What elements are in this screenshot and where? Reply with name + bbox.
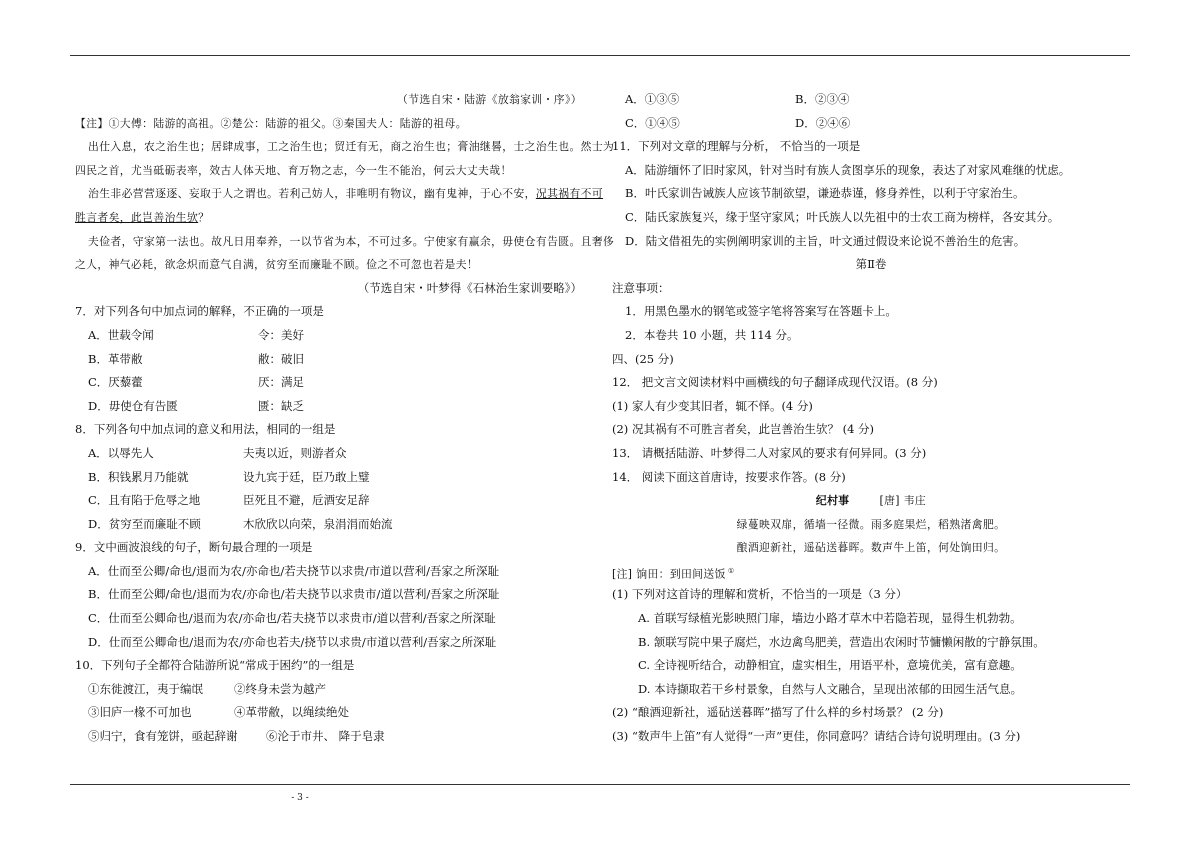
question-9: 9．文中画波浪线的句子，断句最合理的一项是 [75, 540, 313, 555]
source-citation-2: （节选自宋・叶梦得《石林治生家训要略》） [357, 280, 582, 295]
q10-options-ab: A．①③⑤ B．②③④ [625, 92, 850, 106]
q8-option-d: D．贫穷至而廉耻不顾 木欣欣以向荣，泉涓涓而始流 [88, 516, 393, 531]
source-citation-1: （节选自宋・陆游《放翁家训・序》） [397, 93, 582, 106]
passage-line: 胜言者矣，此岂善治生欤？ [75, 210, 210, 224]
q7-option-a: A．世载令闻 令：美好 [88, 327, 304, 342]
footnote-mark: ① [727, 566, 735, 575]
notice-item-1: 1．用黑色墨水的钢笔或签字笔将答案写在答题卡上。 [625, 304, 897, 319]
q14-part-1: (1) 下列对这首诗的理解和赏析，不恰当的一项是（3 分） [612, 587, 908, 602]
poem-line-1: 绿蔓映双扉，循墙一径微。雨多庭果烂，稻熟渚禽肥。 [736, 517, 1006, 531]
q11-option-d: D．陆文借祖先的实例阐明家训的主旨，叶文通过假设来论说不善治生的危害。 [625, 233, 1026, 248]
poem-author: [唐] 韦庄 [879, 494, 927, 508]
q14-option-b: B. 颔联写院中果子腐烂，水边禽鸟肥美，营造出农闲时节慵懒闲散的宁静氛围。 [638, 634, 1045, 649]
passage-line: 四民之首，尤当砥砺表率，效古人体天地、育万物之志，今一生不能治，何云大丈夫哉！ [75, 163, 512, 177]
q14-option-a: A. 首联写绿植光影映照门扉，墙边小路才草木中若隐若现，显得生机勃勃。 [638, 611, 1022, 626]
poem-heading [612, 489, 1130, 513]
q14-option-d: D. 本诗撷取若干乡村景象，自然与人文融合，呈现出浓郁的田园生活气息。 [638, 681, 1023, 696]
q9-option-c: C．仕而至公卿命也/退而为农/亦命也/若夫挠节以求贵市/道以营利/吾家之所深耻 [88, 611, 496, 626]
notice-item-2: 2．本卷共 10 小题，共 114 分。 [625, 327, 799, 342]
q12-part-2: (2) 况其祸有不可胜言者矣，此岂善治生欤？ (4 分) [612, 422, 875, 437]
q10-options-cd: C．①④⑤ D．②④⑥ [625, 115, 851, 130]
q7-option-d: D．毋使仓有告匮 匮：缺乏 [88, 398, 304, 413]
q14-part-2: (2) “酿酒迎新社，遥砧送暮晖”描写了什么样的乡村场景？ (2 分) [612, 705, 944, 720]
question-8: 8．下列各句中加点词的意义和用法，相同的一组是 [75, 422, 336, 437]
passage-line: 之人，神气必耗，欲念炽而意气自满，贫穷至而廉耻不顾。俭之不可忽也若是夫！ [75, 258, 479, 272]
q10-items-row: ⑤归宁，食有笼饼，亟起辞谢 ⑥沦于市井、 降于皂隶 [88, 729, 385, 744]
q11-option-a: A．陆游缅怀了旧时家风，针对当时有族人贪图享乐的现象，表达了对家风难继的忧虑。 [625, 162, 1071, 177]
q7-option-b: B．革带敝 敝：破旧 [88, 351, 304, 366]
notice-heading: 注意事项： [612, 280, 670, 295]
q9-option-b: B．仕而至公卿/命也/退而为农/亦命也/若夫挠节以求贵市/道以营利/吾家之所深耻 [88, 587, 500, 602]
passage-line: 出仕入息，农之治生也；居肆成事，工之治生也；贸迁有无，商之治生也；膏油继晷，士之治生也。然士为 [88, 140, 615, 154]
annotation-note: 【注】①大傅：陆游的高祖。②楚公：陆游的祖父。③秦国夫人：陆游的祖母。 [75, 116, 467, 130]
q12-part-1: (1) 家人有少变其旧者，辄不怿。(4 分) [612, 398, 813, 413]
question-14: 14． 阅读下面这首唐诗，按要求作答。(8 分) [612, 469, 846, 484]
q7-option-c: C．厌藜藿 厌：满足 [88, 375, 304, 390]
left-column [75, 88, 615, 749]
question-12: 12． 把文言文阅读材料中画横线的句子翻译成现代汉语。(8 分) [612, 375, 938, 390]
question-11: 11．下列对文章的理解与分析， 不恰当的一项是 [612, 139, 861, 154]
q8-option-b: B．积钱累月乃能就 设九宾于廷，臣乃敢上璧 [88, 469, 370, 484]
passage-line: 夫俭者，守家第一法也。故凡日用奉养，一以节省为本，不可过多。宁使家有赢余，毋使仓有告匮。且奢侈 [88, 234, 615, 248]
section-4-heading: 四、(25 分) [612, 351, 674, 366]
underlined-sentence: 胜言者矣，此岂善治生欤 [75, 210, 199, 224]
question-7: 7．对下列各句中加点词的解释，不正确的一项是 [75, 304, 324, 319]
q11-option-c: C．陆氏家族复兴，缘于坚守家风；叶氏族人以先祖中的士农工商为榜样，各安其分。 [625, 209, 1060, 224]
q9-option-d: D．仕而至公卿命也/退而为农/亦命也若夫/挠节以求贵/市道以营利/吾家之所深耻 [88, 634, 497, 649]
poem-line-2: 酿酒迎新社，遥砧送暮晖。数声牛上笛，何处饷田归。 [736, 541, 1006, 555]
q14-option-c: C. 全诗视听结合，动静相宜，虚实相生，用语平朴，意境优美，富有意趣。 [638, 658, 1022, 673]
poem-note: [注] 饷田：到田间送饭 ① [612, 566, 735, 581]
poem-title: 纪村事 [815, 494, 850, 508]
question-10: 10．下列句子全都符合陆游所说“常成于困约”的一组是 [75, 658, 355, 673]
right-column [612, 88, 1130, 749]
q8-option-a: A．以辱先人 夫夷以近，则游者众 [88, 445, 347, 460]
q10-items-row: ①东徙渡江，夷于编氓 ②终身未尝为越产 [88, 681, 326, 696]
underlined-sentence: 况其祸有不可 [535, 187, 604, 201]
top-rule [70, 55, 1130, 56]
q14-part-3: (3) “数声牛上笛”有人觉得“一声”更佳，你同意吗？请结合诗句说明理由。(3 分) [612, 729, 1021, 744]
q10-items-row: ③旧庐一椽不可加也 ④革带敝，以绳续绝处 [88, 705, 349, 720]
volume-2-heading: 第Ⅱ卷 [855, 257, 887, 272]
page-number: - 3 - [291, 793, 309, 803]
q9-option-a: A．仕而至公卿/命也/退而为农/亦命也/若夫挠节以求贵/市道以营利/吾家之所深耻 [88, 563, 500, 578]
q11-option-b: B．叶氏家训告诫族人应该节制欲望，谦逊恭谨，修身养性，以利于守家治生。 [625, 186, 1025, 201]
bottom-rule [70, 784, 1130, 785]
question-13: 13． 请概括陆游、叶梦得二人对家风的要求有何异同。(3 分) [612, 445, 927, 460]
passage-line: 治生非必营营逐逐、妄取于人之谓也。若利己妨人，非唯明有物议，幽有鬼神，于心不安，况其祸有不可 [88, 187, 604, 201]
q8-option-c: C．且有陷于危辱之地 臣死且不避，卮酒安足辞 [88, 493, 370, 508]
